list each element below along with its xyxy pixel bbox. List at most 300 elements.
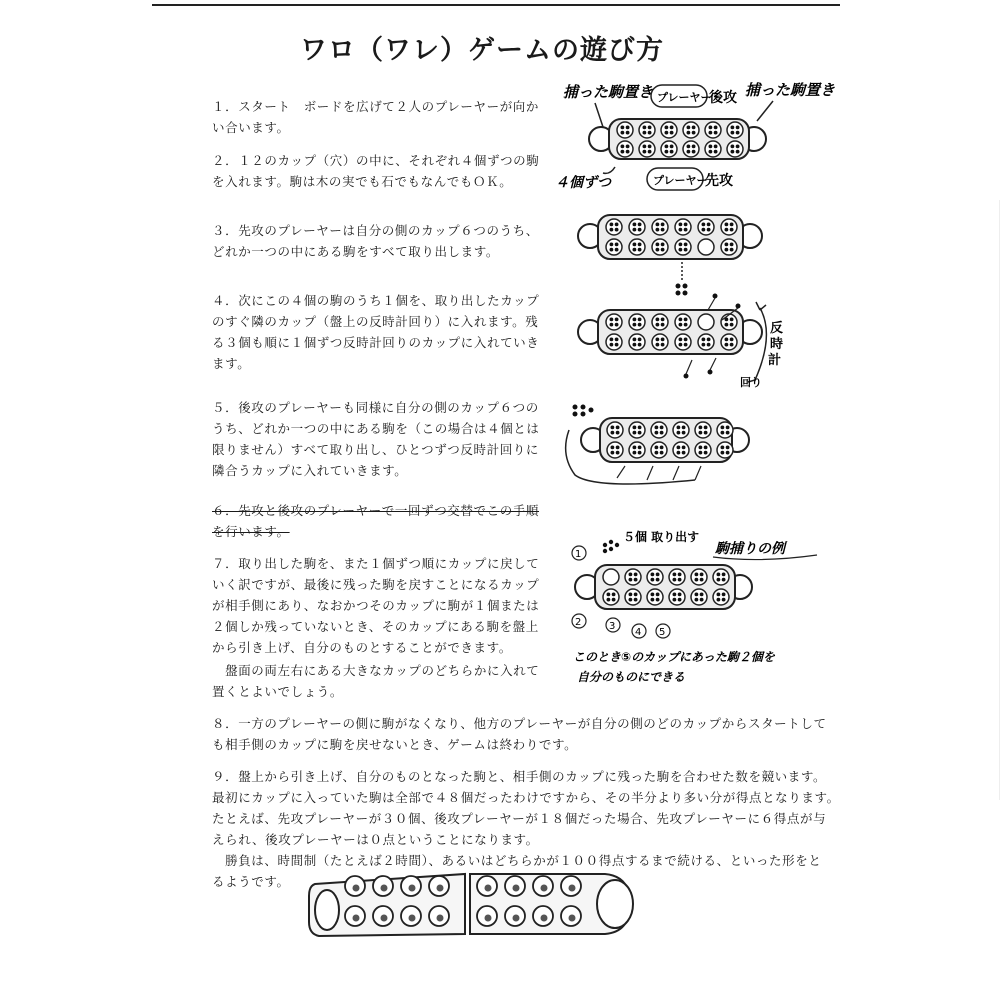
seed	[704, 446, 708, 450]
seed	[633, 223, 637, 227]
cup	[629, 442, 645, 458]
seed	[656, 573, 660, 577]
cup	[629, 219, 645, 235]
cup	[683, 122, 699, 138]
seed	[615, 243, 619, 247]
seed	[615, 223, 619, 227]
seed	[704, 451, 708, 455]
seed	[677, 431, 681, 435]
seed	[610, 248, 614, 252]
cup	[639, 122, 655, 138]
seed	[684, 228, 688, 232]
seed	[643, 131, 647, 135]
seed	[717, 573, 721, 577]
label-second: 後攻	[709, 90, 737, 106]
seed	[725, 343, 729, 347]
seed	[610, 323, 614, 327]
cup	[669, 589, 685, 605]
seed	[656, 223, 660, 227]
seed	[616, 446, 620, 450]
seed	[651, 573, 655, 577]
seed	[700, 578, 704, 582]
cup	[629, 239, 645, 255]
figure-sow-ccw	[570, 290, 785, 390]
seed	[616, 426, 620, 430]
seed	[638, 446, 642, 450]
seed	[648, 126, 652, 130]
seed	[626, 131, 630, 135]
seed	[682, 451, 686, 455]
seed	[699, 451, 703, 455]
seed	[679, 318, 683, 322]
cup	[617, 122, 633, 138]
seed	[678, 578, 682, 582]
seed	[655, 426, 659, 430]
seed	[626, 145, 630, 149]
seed	[673, 578, 677, 582]
seed	[638, 228, 642, 232]
rule-6: ６．先攻と後攻のプレーヤーで一回ずつ交替でこの手順 を行います。	[212, 503, 540, 539]
seed	[607, 598, 611, 602]
seed	[633, 426, 637, 430]
seed	[665, 131, 669, 135]
seed	[699, 431, 703, 435]
seed	[621, 145, 625, 149]
cup	[651, 422, 667, 438]
seed	[615, 338, 619, 342]
seed	[725, 248, 729, 252]
seed	[638, 338, 642, 342]
label-ccw-1: 反	[770, 321, 784, 336]
seed	[692, 145, 696, 149]
cup	[695, 422, 711, 438]
seed	[651, 593, 655, 597]
seed	[687, 126, 691, 130]
seed	[633, 431, 637, 435]
seed	[673, 598, 677, 602]
seed	[684, 338, 688, 342]
cup	[713, 569, 729, 585]
seed	[725, 223, 729, 227]
seed	[661, 343, 665, 347]
seed	[673, 593, 677, 597]
seed	[621, 150, 625, 154]
seed	[684, 343, 688, 347]
seed	[638, 451, 642, 455]
board-seed	[353, 915, 360, 922]
seed	[634, 573, 638, 577]
seed	[700, 598, 704, 602]
seed	[610, 243, 614, 247]
seed	[660, 451, 664, 455]
label-captured-left: 捕った駒置き	[563, 83, 654, 101]
seed	[695, 573, 699, 577]
seed	[736, 150, 740, 154]
figure-take-out	[570, 212, 780, 297]
marker-4: 4	[635, 627, 642, 638]
seed	[717, 593, 721, 597]
seed	[714, 150, 718, 154]
cup	[675, 314, 691, 330]
seed	[726, 446, 730, 450]
label-ccw-2: 時	[770, 337, 784, 352]
cup	[721, 239, 737, 255]
seed	[634, 578, 638, 582]
seed	[665, 145, 669, 149]
label-ccw-3: 計	[768, 353, 782, 368]
seed	[656, 323, 660, 327]
cup	[647, 589, 663, 605]
seed	[633, 338, 637, 342]
seed	[684, 243, 688, 247]
cup	[607, 442, 623, 458]
seed	[679, 223, 683, 227]
seed	[638, 323, 642, 327]
seed	[634, 593, 638, 597]
board-seed	[569, 915, 576, 922]
seed	[682, 426, 686, 430]
seed	[626, 126, 630, 130]
capture-note-1: このとき⑤のカップにあった駒２個を	[573, 650, 775, 664]
seed	[725, 243, 729, 247]
board-seed	[513, 885, 520, 892]
cup	[695, 442, 711, 458]
seed	[633, 323, 637, 327]
cup	[727, 141, 743, 157]
cup	[652, 219, 668, 235]
seed	[687, 150, 691, 154]
seed	[730, 343, 734, 347]
seed	[661, 318, 665, 322]
seed	[709, 145, 713, 149]
seed	[615, 323, 619, 327]
seed	[730, 318, 734, 322]
cup	[713, 589, 729, 605]
seed	[679, 243, 683, 247]
board-seed	[541, 885, 548, 892]
cup	[606, 314, 622, 330]
seed	[661, 338, 665, 342]
figure-capture-example	[565, 525, 820, 690]
seed	[709, 150, 713, 154]
seed	[702, 343, 706, 347]
seed	[677, 426, 681, 430]
seed	[661, 248, 665, 252]
seed	[656, 243, 660, 247]
cup	[691, 589, 707, 605]
seed	[612, 598, 616, 602]
seed	[700, 573, 704, 577]
cup	[606, 219, 622, 235]
seed	[731, 145, 735, 149]
seed	[611, 426, 615, 430]
seed	[616, 451, 620, 455]
seed	[709, 126, 713, 130]
seed	[704, 426, 708, 430]
seed	[702, 338, 706, 342]
seed	[638, 248, 642, 252]
seed	[638, 318, 642, 322]
seed	[643, 145, 647, 149]
label-second-player: プレーヤー	[657, 91, 712, 104]
seed	[610, 228, 614, 232]
seed	[692, 150, 696, 154]
cup	[669, 569, 685, 585]
board-seed	[485, 915, 492, 922]
label-captured-right: 捕った駒置き	[745, 81, 836, 99]
seed	[736, 126, 740, 130]
seed	[721, 451, 725, 455]
seed	[643, 126, 647, 130]
seed	[656, 248, 660, 252]
seed	[678, 573, 682, 577]
seed	[633, 343, 637, 347]
cup	[652, 314, 668, 330]
seed	[709, 131, 713, 135]
seed	[621, 126, 625, 130]
seed	[687, 131, 691, 135]
seed	[717, 598, 721, 602]
seed	[695, 578, 699, 582]
label-first: 先攻	[705, 173, 733, 189]
cup	[647, 569, 663, 585]
seed	[611, 446, 615, 450]
seed	[721, 426, 725, 430]
seed	[638, 243, 642, 247]
cup	[673, 442, 689, 458]
seed	[679, 338, 683, 342]
seed	[725, 338, 729, 342]
cup	[675, 239, 691, 255]
seed	[629, 578, 633, 582]
seed	[714, 145, 718, 149]
seed	[638, 431, 642, 435]
board-illustration	[305, 862, 650, 947]
seed	[721, 446, 725, 450]
seed	[615, 318, 619, 322]
seed	[677, 451, 681, 455]
cup	[617, 141, 633, 157]
seed	[633, 451, 637, 455]
label-ccw-4: 回り	[740, 376, 762, 389]
seed	[730, 243, 734, 247]
seed	[717, 578, 721, 582]
cup	[675, 219, 691, 235]
seed	[651, 578, 655, 582]
seed	[611, 451, 615, 455]
seed	[707, 338, 711, 342]
seed	[611, 431, 615, 435]
seed	[730, 248, 734, 252]
cup	[629, 422, 645, 438]
seed	[707, 228, 711, 232]
board-seed	[437, 885, 444, 892]
seed	[707, 343, 711, 347]
seed	[684, 323, 688, 327]
board-seed	[409, 885, 416, 892]
rule-3: ３．先攻のプレーヤーは自分の側のカップ６つのうち、 どれか一つの中にある駒をすべて取り出します。	[212, 223, 539, 259]
marker-5: 5	[659, 627, 666, 638]
seed	[704, 431, 708, 435]
seed	[730, 223, 734, 227]
seed	[679, 228, 683, 232]
seed	[731, 150, 735, 154]
rule-5: ５．後攻のプレーヤーも同様に自分の側のカップ６つの うち、どれか一つの中にある駒を（この場合は４個とは 限りません）すべて取り出し、ひとつずつ反時計回りに 隣合うカップに入れていきます。	[212, 400, 540, 478]
cup	[639, 141, 655, 157]
figure-board-setup	[555, 75, 845, 205]
cup	[625, 589, 641, 605]
seed	[687, 145, 691, 149]
seed	[670, 145, 674, 149]
seed	[722, 598, 726, 602]
seed	[695, 593, 699, 597]
seed	[656, 598, 660, 602]
seed	[638, 343, 642, 347]
cup	[698, 219, 714, 235]
seed	[678, 598, 682, 602]
cup	[705, 122, 721, 138]
rule-9: ９．盤上から引き上げ、自分のものとなった駒と、相手側のカップに残った駒を合わせた数を競います。 最初にカップに入っていた駒は全部で４８個だったわけですから、その半分より多い分が得点となります。 たとえば、先攻プレーヤーが３０個、後攻プレーヤーが１８個だった場合、先攻プレーヤーに６得点が与 えられ、後攻プレーヤーは０点ということになります。 勝負は、時間制（たとえば２時間）、あるいはどちらかが１００得点するまで続ける、といった形をと るようです。	[212, 769, 840, 889]
marker-3: 3	[609, 621, 616, 632]
seed	[736, 131, 740, 135]
seed	[670, 126, 674, 130]
seed	[730, 228, 734, 232]
cup	[661, 141, 677, 157]
seed	[661, 323, 665, 327]
cup	[652, 239, 668, 255]
seed	[648, 145, 652, 149]
seed	[670, 150, 674, 154]
seed	[679, 343, 683, 347]
board-seed	[569, 885, 576, 892]
seed	[616, 431, 620, 435]
seed	[665, 126, 669, 130]
seed	[725, 323, 729, 327]
seed	[692, 131, 696, 135]
board-seed	[381, 885, 388, 892]
cup	[603, 589, 619, 605]
seed	[634, 598, 638, 602]
rule-7: ７．取り出した駒を、また１個ずつ順にカップに戻して いく訳ですが、最後に残った駒を戻すことになるカップ が相手側にあり、なおかつそのカップに駒が１個または ２個しか残っていないとき、そのカップにある駒を盤上 から引き上げ、自分のものとすることができます。	[212, 556, 540, 655]
seed	[607, 593, 611, 597]
seed	[643, 150, 647, 154]
cup	[651, 442, 667, 458]
cup	[705, 141, 721, 157]
cup	[675, 334, 691, 350]
cup	[698, 314, 714, 330]
seed	[665, 150, 669, 154]
seed	[721, 431, 725, 435]
seed	[699, 426, 703, 430]
seed	[615, 343, 619, 347]
seed	[731, 131, 735, 135]
seed	[726, 431, 730, 435]
seed	[656, 338, 660, 342]
seed	[610, 338, 614, 342]
board-seed	[541, 915, 548, 922]
board-seed	[513, 915, 520, 922]
seed	[633, 248, 637, 252]
rule-8: ８．一方のプレーヤーの側に駒がなくなり、他方のプレーヤーが自分の側のどのカップからスタートして も相手側のカップに駒を戻せないとき、ゲームは終わりです。	[212, 716, 827, 752]
label-five-taken: ５個 取り出す	[623, 530, 700, 544]
seed	[633, 446, 637, 450]
seed	[638, 223, 642, 227]
seed	[684, 223, 688, 227]
cup	[727, 122, 743, 138]
top-border-line	[152, 4, 840, 6]
figure-second-sow	[555, 400, 765, 490]
seed	[610, 343, 614, 347]
cup	[673, 422, 689, 438]
seed	[621, 131, 625, 135]
cup	[721, 219, 737, 235]
cup	[691, 569, 707, 585]
cup	[607, 422, 623, 438]
cup	[629, 314, 645, 330]
seed	[722, 593, 726, 597]
seed	[661, 243, 665, 247]
seed	[612, 593, 616, 597]
seed	[714, 126, 718, 130]
seed	[633, 318, 637, 322]
seed	[629, 593, 633, 597]
seed	[726, 426, 730, 430]
rule-4: ４．次にこの４個の駒のうち１個を、取り出したカップ のすぐ隣のカップ（盤上の反時計回り）に入れます。残 る３個も順に１個ずつ反時計回りのカップに入れていき ます。	[212, 293, 540, 371]
seed	[736, 145, 740, 149]
cup	[606, 334, 622, 350]
seed	[699, 446, 703, 450]
seed	[629, 573, 633, 577]
label-capture-example: 駒捕りの例	[715, 541, 785, 557]
seed	[722, 573, 726, 577]
seed	[633, 228, 637, 232]
seed	[660, 426, 664, 430]
seed	[714, 131, 718, 135]
seed	[648, 150, 652, 154]
cup	[721, 334, 737, 350]
seed	[655, 451, 659, 455]
marker-1: 1	[575, 549, 582, 560]
seed	[655, 446, 659, 450]
seed	[629, 598, 633, 602]
seed	[651, 598, 655, 602]
rule-2: ２．１２のカップ（穴）の中に、それぞれ４個ずつの駒 を入れます。駒は木の実でも石でもなんでもＯＫ。	[212, 153, 540, 189]
seed	[615, 248, 619, 252]
seed	[702, 223, 706, 227]
seed	[700, 593, 704, 597]
rule-7-note: 盤面の両左右にある大きなカップのどちらかに入れて 置くとよいでしょう。	[212, 663, 540, 699]
rule-1: １．スタート ボードを広げて２人のプレーヤーが向か い合います。	[212, 99, 540, 135]
seed	[656, 593, 660, 597]
cup	[606, 239, 622, 255]
seed	[661, 223, 665, 227]
board-seed	[485, 885, 492, 892]
seed	[638, 426, 642, 430]
board-seed	[437, 915, 444, 922]
seed	[726, 451, 730, 455]
seed	[678, 593, 682, 597]
seed	[656, 228, 660, 232]
seed	[648, 131, 652, 135]
seed	[731, 126, 735, 130]
cup	[652, 334, 668, 350]
seed	[702, 228, 706, 232]
cup	[698, 334, 714, 350]
seed	[661, 228, 665, 232]
seed	[660, 446, 664, 450]
seed	[684, 318, 688, 322]
seed	[684, 248, 688, 252]
